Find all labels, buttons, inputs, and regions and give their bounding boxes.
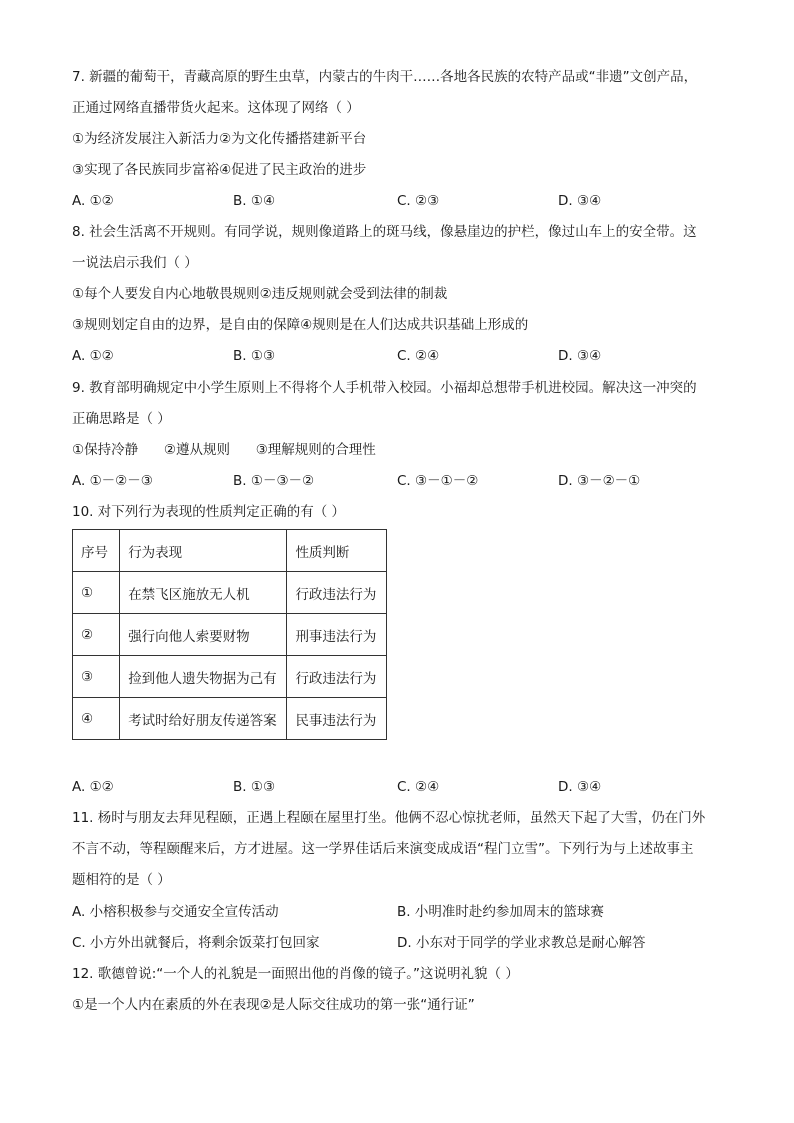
q7-option-a: A. ①② [72, 193, 114, 209]
q8-option-a: A. ①② [72, 348, 114, 364]
table-cell-behavior: 在禁飞区施放无人机 [120, 572, 287, 614]
q7-option-c: C. ②③ [397, 193, 440, 209]
q11-option-c: C. 小方外出就餐后，将剩余饭菜打包回家 [72, 935, 320, 951]
table-cell-number: ② [73, 614, 120, 656]
header-cell-nature: 性质判断 [287, 530, 387, 572]
q12-statement-1: ①是一个人内在素质的外在表现②是人际交往成功的第一张“通行证” [72, 997, 475, 1013]
q12-stem: 12. 歌德曾说:“一个人的礼貌是一面照出他的肖像的镜子。”这说明礼貌（ ） [72, 966, 519, 982]
q11-option-d: D. 小东对于同学的学业求教总是耐心解答 [397, 935, 646, 951]
q8-stem-line1: 8. 社会生活离不开规则。有同学说，规则像道路上的斑马线，像悬崖边的护栏，像过山车上的安全带。这 [72, 224, 697, 240]
table-cell-behavior: 考试时给好朋友传递答案 [120, 698, 287, 740]
q11-stem-line1: 11. 杨时与朋友去拜见程颐，正遇上程颐在屋里打坐。他俩不忍心惊扰老师，虽然天下起了大雪，仍在门外 [72, 810, 706, 826]
q10-option-c: C. ②④ [397, 779, 440, 795]
table-cell-behavior: 捡到他人遗失物据为己有 [120, 656, 287, 698]
q9-option-b: B. ①－③－② [233, 473, 315, 489]
q10-option-d: D. ③④ [558, 779, 602, 795]
q7-statement-2: ③实现了各民族同步富裕④促进了民主政治的进步 [72, 162, 367, 178]
table-cell-number: ④ [73, 698, 120, 740]
q7-option-b: B. ①④ [233, 193, 276, 209]
table-cell-nature: 行政违法行为 [287, 656, 387, 698]
q8-stem-line2: 一说法启示我们（ ） [72, 255, 198, 271]
table-cell-number: ① [73, 572, 120, 614]
q9-option-a: A. ①－②－③ [72, 473, 153, 489]
q9-stem-line1: 9. 教育部明确规定中小学生原则上不得将个人手机带入校园。小福却总想带手机进校园。解决这一冲突的 [72, 380, 697, 396]
q7-option-d: D. ③④ [558, 193, 602, 209]
q9-stem-line2: 正确思路是（ ） [72, 411, 171, 427]
table-row [73, 698, 387, 740]
q11-stem-line3: 题相符的是（ ） [72, 872, 171, 888]
q7-stem-line2: 正通过网络直播带货火起来。这体现了网络（ ） [72, 100, 360, 116]
q9-option-d: D. ③－②－① [558, 473, 641, 489]
q8-option-c: C. ②④ [397, 348, 440, 364]
q10-option-a: A. ①② [72, 779, 114, 795]
table-cell-nature: 刑事违法行为 [287, 614, 387, 656]
q11-stem-line2: 不言不动，等程颐醒来后，方才进屋。这一学界佳话后来演变成成语“程门立雪”。下列行为与上述故事主 [72, 841, 694, 857]
q9-option-c: C. ③－①－② [397, 473, 479, 489]
header-cell-number: 序号 [73, 530, 120, 572]
q10-stem: 10. 对下列行为表现的性质判定正确的有（ ） [72, 504, 346, 520]
q8-option-b: B. ①③ [233, 348, 276, 364]
table-row [73, 614, 387, 656]
table-header-row [73, 530, 387, 572]
table-cell-nature: 行政违法行为 [287, 572, 387, 614]
table-cell-number: ③ [73, 656, 120, 698]
q7-stem-line1: 7. 新疆的葡萄干，青藏高原的野生虫草，内蒙古的牛肉干……各地各民族的农特产品或“非遗”文创产品， [72, 69, 698, 85]
q8-statement-1: ①每个人要发自内心地敬畏规则②违反规则就会受到法律的制裁 [72, 286, 448, 302]
table-cell-nature: 民事违法行为 [287, 698, 387, 740]
q10-table [72, 529, 387, 740]
q8-statement-2: ③规则划定自由的边界，是自由的保障④规则是在人们达成共识基础上形成的 [72, 317, 529, 333]
table-row [73, 572, 387, 614]
q11-option-a: A. 小榕积极参与交通安全宣传活动 [72, 904, 279, 920]
q8-option-d: D. ③④ [558, 348, 602, 364]
q9-statements: ①保持冷静 ②遵从规则 ③理解规则的合理性 [72, 442, 376, 458]
table-row [73, 656, 387, 698]
header-cell-behavior: 行为表现 [120, 530, 287, 572]
table-cell-behavior: 强行向他人索要财物 [120, 614, 287, 656]
q10-option-b: B. ①③ [233, 779, 276, 795]
q7-statement-1: ①为经济发展注入新活力②为文化传播搭建新平台 [72, 131, 367, 147]
q11-option-b: B. 小明准时赴约参加周末的篮球赛 [397, 904, 604, 920]
